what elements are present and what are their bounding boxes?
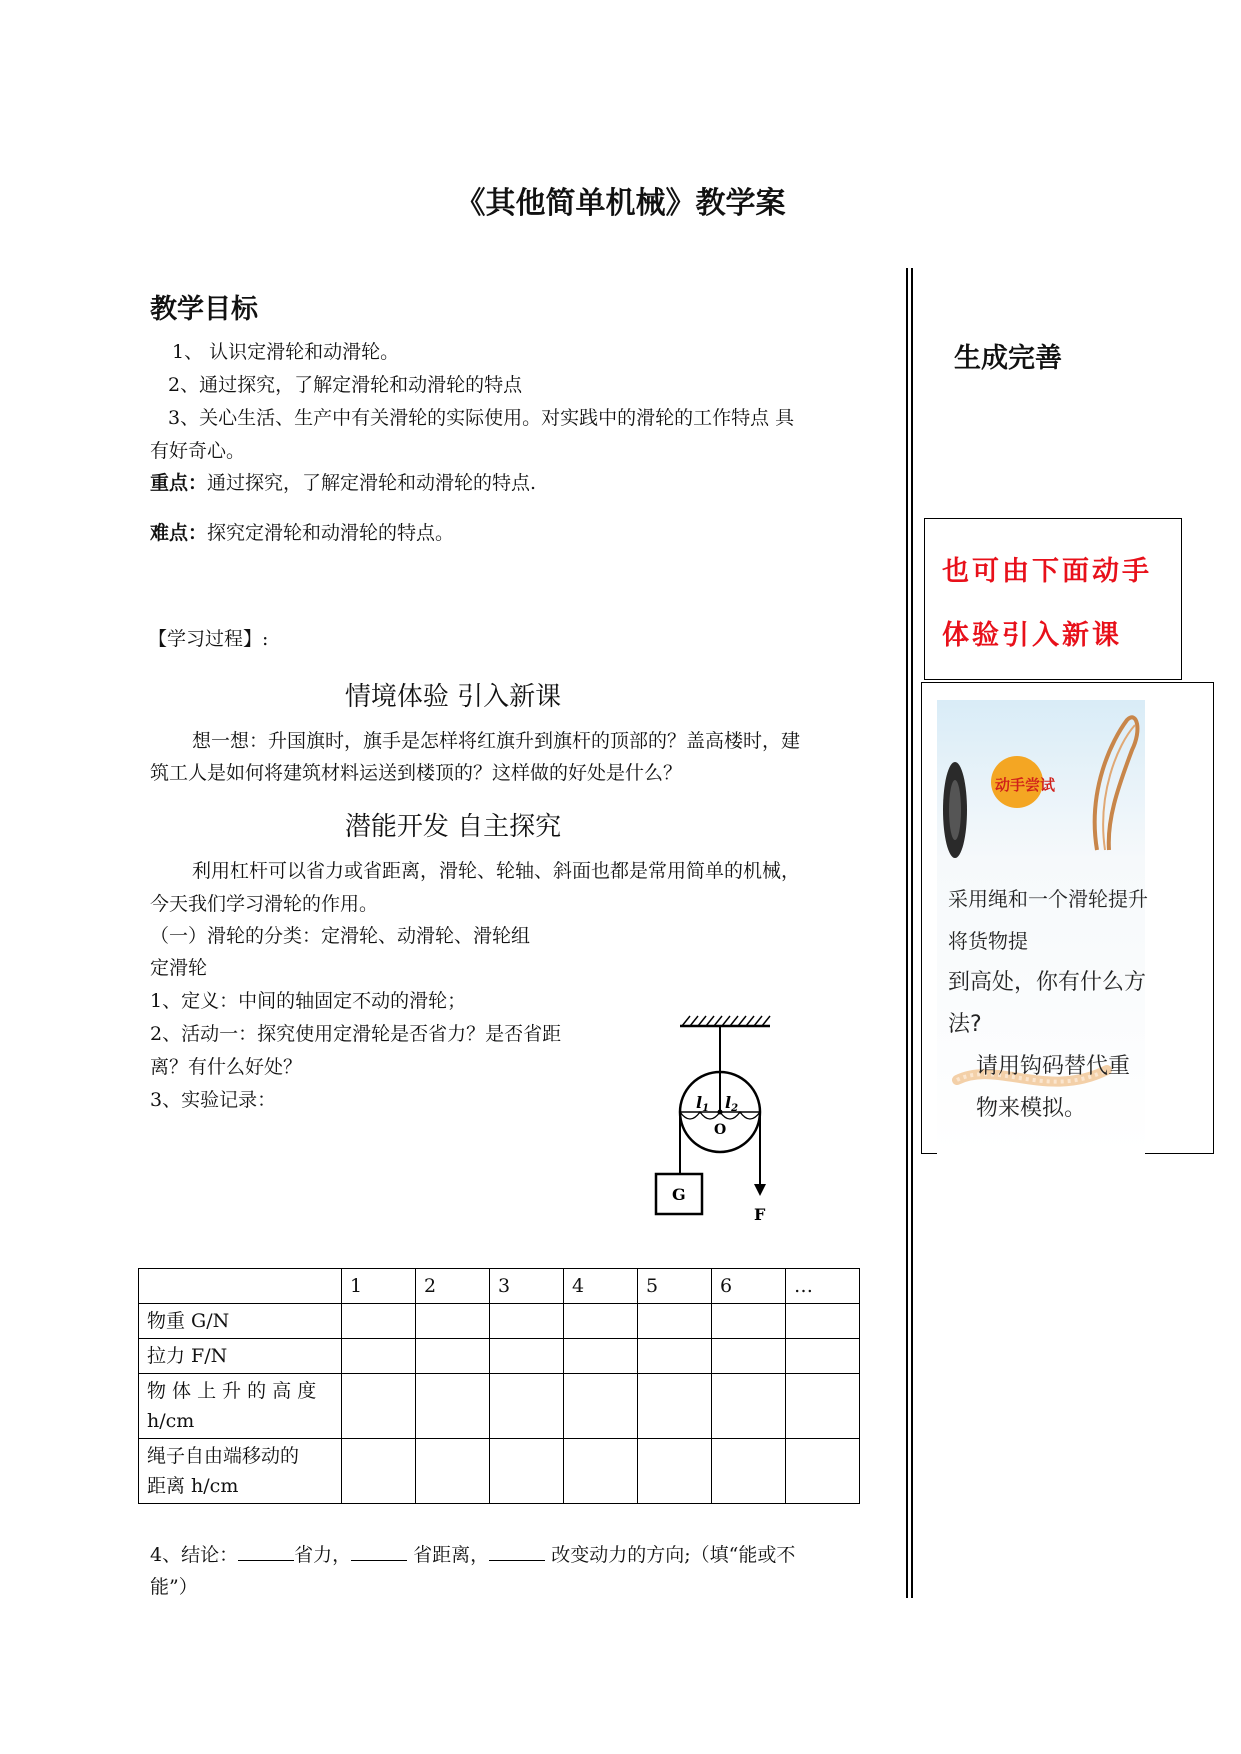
ceiling-hatch xyxy=(682,1016,770,1026)
table-header-cell: … xyxy=(786,1269,860,1304)
objective-item-2: 2、通过探究，了解定滑轮和动滑轮的特点 xyxy=(168,374,523,396)
fixed-pulley-heading: 定滑轮 xyxy=(150,957,208,979)
badge-text: 动手尝试 xyxy=(995,776,1056,794)
objectives-heading: 教学目标 xyxy=(150,294,258,325)
column-divider-double xyxy=(911,268,913,1598)
page-title: 《其他简单机械》教学案 xyxy=(455,186,786,221)
conclusion-line1: 4、结论： 省力， 省距离， 改变动力的方向;（填“能或不 xyxy=(150,1540,795,1570)
conclusion-line2: 能”） xyxy=(150,1576,198,1598)
table-row xyxy=(139,1339,860,1374)
section1-heading: 情境体验 引入新课 xyxy=(344,682,562,712)
key-point-label: 重点： xyxy=(150,472,208,494)
table-header-cell: 5 xyxy=(638,1269,712,1304)
table-header-cell: 2 xyxy=(416,1269,490,1304)
table-header-cell: 4 xyxy=(564,1269,638,1304)
row-label: 拉力 F/N xyxy=(139,1339,342,1374)
objective-item-1: 1、 认识定滑轮和动滑轮。 xyxy=(172,341,400,363)
activity-line2: 离？有什么好处？ xyxy=(150,1056,303,1078)
difficulty-label: 难点： xyxy=(150,522,208,544)
force-arrow xyxy=(754,1184,766,1196)
section1-para-line2: 筑工人是如何将建筑材料运送到楼顶的？这样做的好处是什么？ xyxy=(150,762,683,784)
section1-para-line1: 想一想：升国旗时，旗手是怎样将红旗升到旗杆的顶部的？盖高楼时，建 xyxy=(192,730,801,752)
process-heading: 【学习过程】: xyxy=(148,628,269,650)
conclusion-prefix: 4、结论： xyxy=(150,1544,239,1566)
table-header-cell: 6 xyxy=(712,1269,786,1304)
blank-1[interactable] xyxy=(238,1540,294,1561)
label-f: F xyxy=(754,1205,766,1224)
table-row xyxy=(139,1304,860,1339)
table-row xyxy=(139,1374,860,1439)
experiment-record-table xyxy=(138,1268,860,1504)
key-point-text: 通过探究，了解定滑轮和动滑轮的特点. xyxy=(207,472,537,494)
label-l2: l2 xyxy=(725,1093,739,1114)
objective-item-3-cont: 有好奇心。 xyxy=(150,440,246,462)
sidebar-heading: 生成完善 xyxy=(954,343,1062,374)
record-heading: 3、实验记录： xyxy=(150,1089,277,1111)
row-label: 物 体 上 升 的 高 度 h/cm xyxy=(139,1374,342,1439)
blank-2[interactable] xyxy=(351,1540,407,1561)
blank-3[interactable] xyxy=(489,1540,545,1561)
classification: （一）滑轮的分类：定滑轮、动滑轮、滑轮组 xyxy=(150,925,531,947)
definition: 1、定义：中间的轴固定不动的滑轮； xyxy=(150,990,467,1012)
activity-line1: 2、活动一：探究使用定滑轮是否省力？是否省距 xyxy=(150,1023,562,1045)
label-l1: l1 xyxy=(696,1093,710,1114)
objective-item-3: 3、关心生活、生产中有关滑轮的实际使用。对实践中的滑轮的工作特点 具 xyxy=(168,407,795,429)
row-label: 物重 G/N xyxy=(139,1304,342,1339)
table-header-row xyxy=(139,1269,860,1304)
activity-image-caption: 采用绳和一个滑轮提升将货物提 到高处，你有什么方法? 请用钩码替代重物来模拟。 xyxy=(948,887,1148,1121)
label-o: O xyxy=(714,1122,727,1138)
table-row xyxy=(139,1439,860,1504)
note-text: 也可由下面动手 体验引入新课 xyxy=(942,556,1152,651)
section2-para-line2: 今天我们学习滑轮的作用。 xyxy=(150,893,379,915)
difficulty-point xyxy=(150,518,454,548)
difficulty-text: 探究定滑轮和动滑轮的特点。 xyxy=(207,522,455,544)
table-header-cell: 1 xyxy=(342,1269,416,1304)
section2-heading: 潜能开发 自主探究 xyxy=(344,812,562,842)
row-label: 绳子自由端移动的 距离 h/cm xyxy=(139,1439,342,1504)
key-point xyxy=(150,468,536,498)
column-divider xyxy=(906,268,908,1598)
fixed-pulley-diagram xyxy=(650,1012,780,1232)
table-header-cell xyxy=(139,1269,342,1304)
pivot-point xyxy=(718,1110,723,1115)
label-g: G xyxy=(672,1185,686,1204)
table-header-cell: 3 xyxy=(490,1269,564,1304)
section2-para-line1: 利用杠杆可以省力或省距离，滑轮、轮轴、斜面也都是常用简单的机械， xyxy=(192,860,801,882)
